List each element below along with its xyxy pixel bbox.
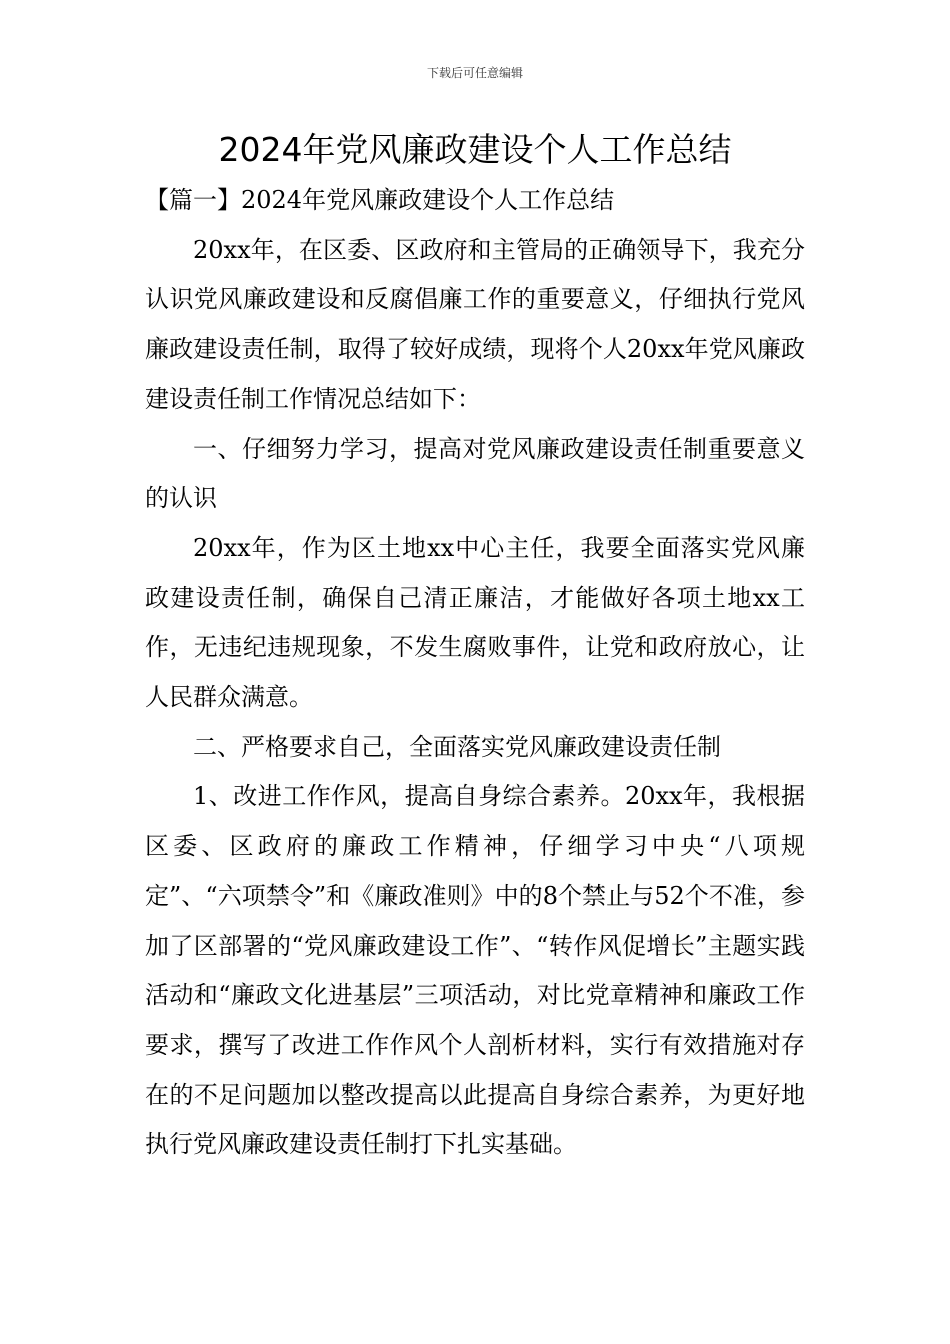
- paragraph-intro: 20xx年，在区委、区政府和主管局的正确领导下，我充分认识党风廉政建设和反腐倡廉工作的重要意义，仔细执行党风廉政建设责任制，取得了较好成绩，现将个人20xx年党风廉政建设责任制工作情况总结如下：: [145, 235, 805, 413]
- heading-part-two: 二、严格要求自己，全面落实党风廉政建设责任制: [193, 732, 721, 761]
- header-note: 下载后可任意编辑: [426, 66, 523, 80]
- paragraph-item-one: 1、改进工作作风，提高自身综合素养。20xx年，我根据区委、区政府的廉政工作精神，仔细学习中央“八项规定”、“六项禁令”和《廉政准则》中的8个禁止与52个不准，参加了区部署的“党风廉政建设工作”、“转作风促增长”主题实践活动和“廉政文化进基层”三项活动，对比党章精神和廉政工作要求，撰写了改进工作作风个人剖析材料，实行有效措施对存在的不足问题加以整改提高以此提高自身综合素养，为更好地执行党风廉政建设责任制打下扎实基础。: [145, 782, 805, 1159]
- heading-part-one: 一、仔细努力学习，提高对党风廉政建设责任制重要意义的认识: [145, 434, 805, 513]
- document-title: 2024年党风廉政建设个人工作总结: [218, 130, 732, 169]
- section-heading: 【篇一】2024年党风廉政建设个人工作总结: [145, 186, 615, 214]
- paragraph-part-one: 20xx年，作为区土地xx中心主任，我要全面落实党风廉政建设责任制，确保自己清正廉洁，才能做好各项土地xx工作，无违纪违规现象，不发生腐败事件，让党和政府放心，让人民群众满意。: [145, 533, 805, 712]
- document-body: [145, 176, 805, 1170]
